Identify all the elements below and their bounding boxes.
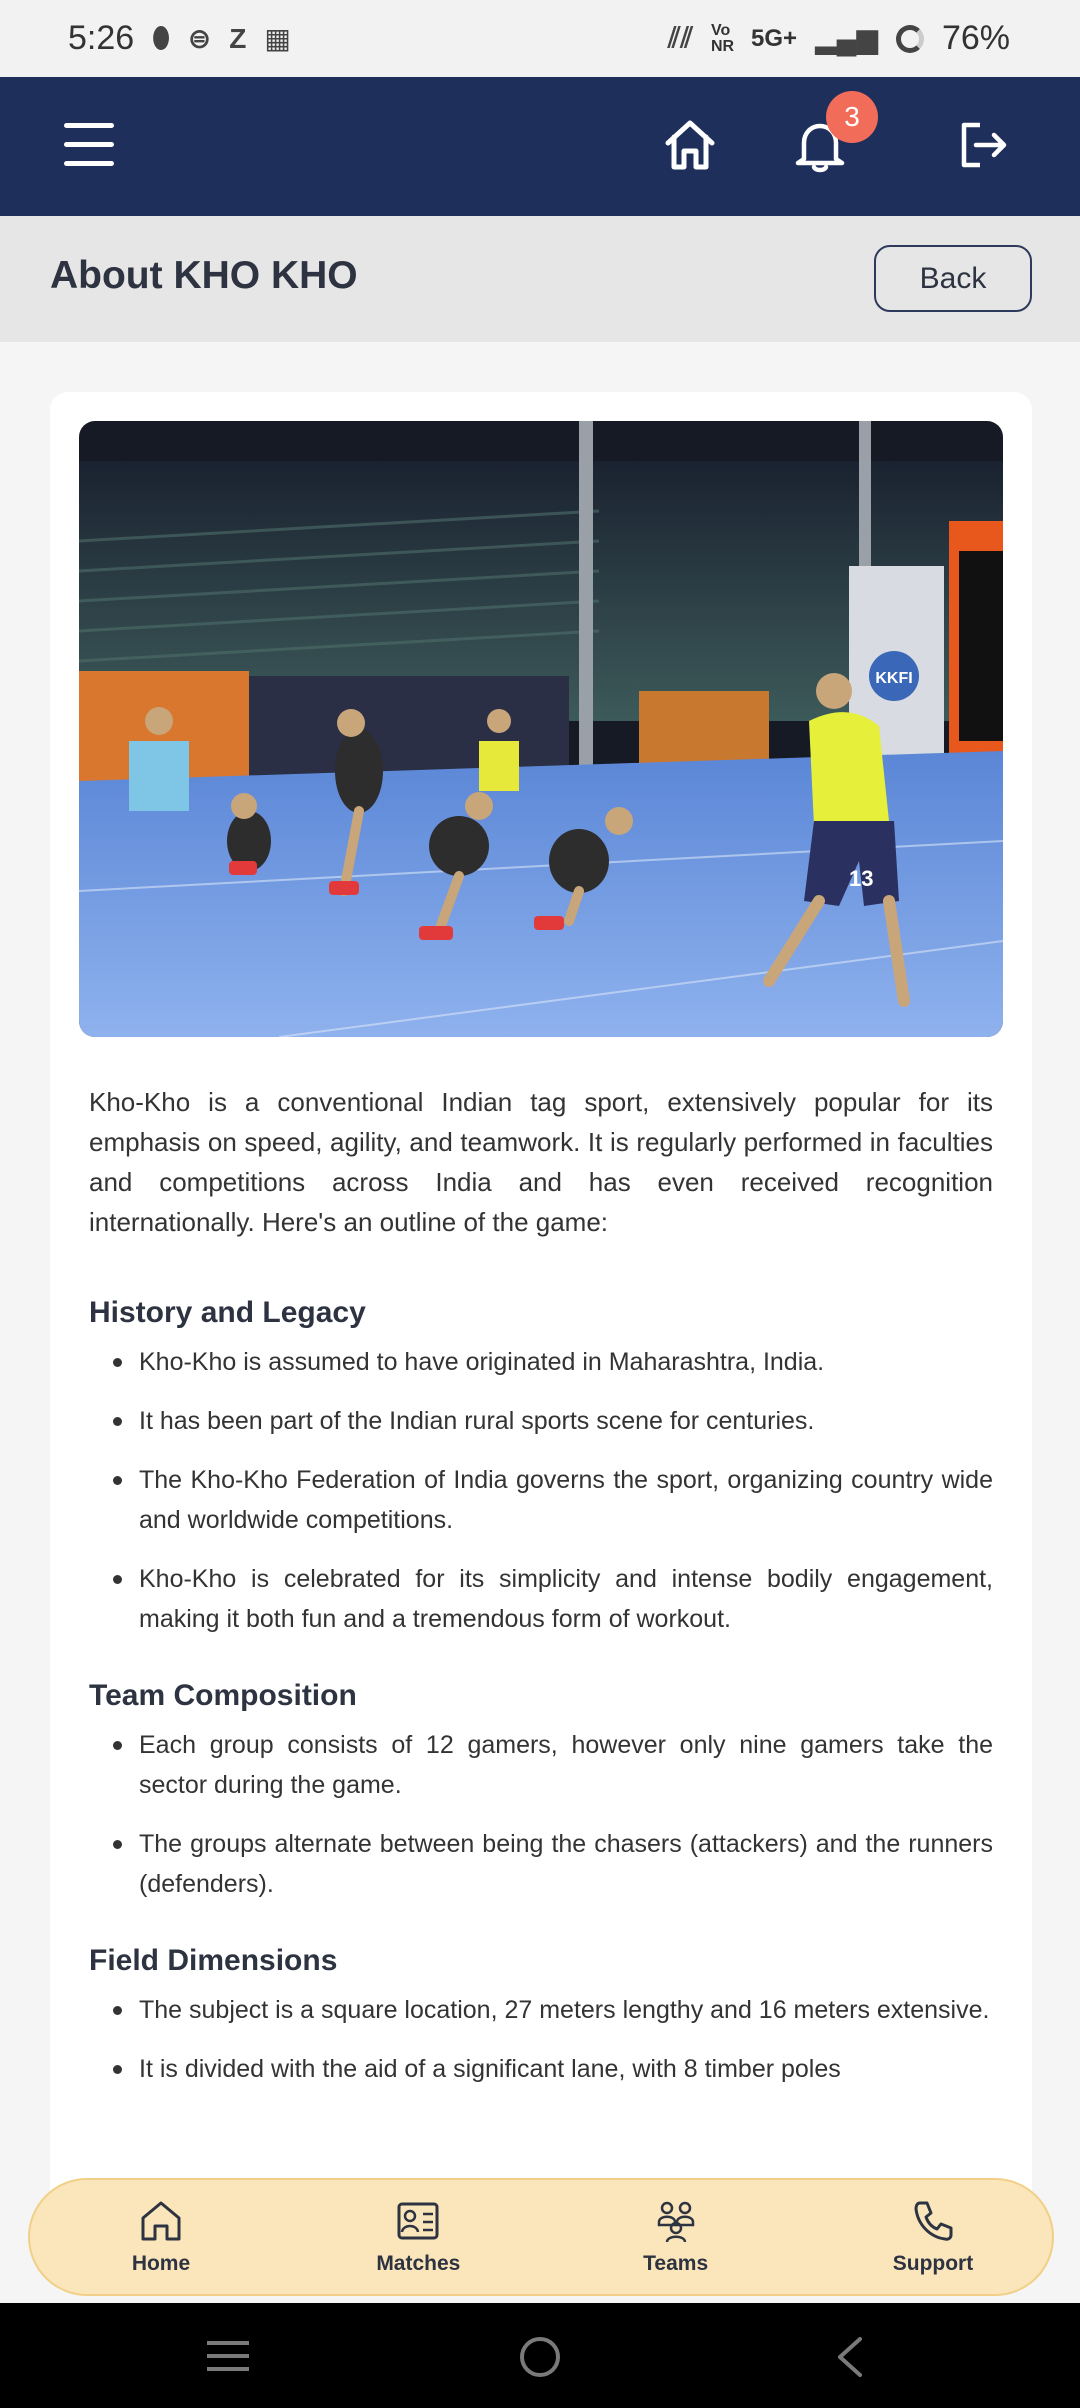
list-item: Kho-Kho is celebrated for its simplicity and intense bodily engagement, making it both fun and a tremendous form of workout.	[89, 1559, 993, 1639]
calendar-icon: ▦	[264, 23, 291, 54]
notification-badge: 3	[826, 91, 878, 143]
nav-matches[interactable]	[343, 2180, 493, 2294]
matches-icon	[395, 2198, 441, 2244]
nav-home[interactable]	[86, 2180, 236, 2294]
battery-icon	[896, 25, 924, 53]
signal-bars-icon: ⫽⫽	[668, 22, 693, 53]
kho-kho-match-image	[79, 421, 1003, 1037]
nav-home-label: Home	[131, 2252, 191, 2275]
page-title: About KHO KHO	[50, 254, 358, 297]
status-time: 5:26	[68, 19, 135, 57]
content-card	[50, 392, 1032, 2292]
section-heading-team: Team Composition	[89, 1679, 357, 1712]
menu-icon[interactable]	[64, 123, 114, 167]
intro-paragraph: Kho-Kho is a conventional Indian tag sport, extensively popular for its emphasis on speed, agility, and teamwork. It is regularly performed in faculties and competitions across India and has even received recognition internationally. Here's an outline of the game:	[89, 1087, 993, 1237]
teams-icon	[653, 2198, 699, 2244]
list-item: The Kho-Kho Federation of India governs the sport, organizing country wide and worldwide competitions.	[89, 1460, 993, 1540]
cell-signal-icon: ▂▄▆	[815, 23, 878, 54]
bottom-nav	[28, 2178, 1054, 2296]
team-list	[89, 1725, 993, 1904]
list-item: Each group consists of 12 gamers, however only nine gamers take the sector during the game.	[89, 1725, 993, 1805]
home-icon	[138, 2198, 184, 2244]
nav-matches-label: Matches	[376, 2252, 461, 2275]
list-item: The subject is a square location, 27 meters lengthy and 16 meters extensive.	[89, 1990, 993, 2030]
back-chevron-icon[interactable]	[834, 2335, 864, 2379]
nav-teams[interactable]	[601, 2180, 751, 2294]
location-icon: ⬮	[152, 22, 170, 53]
kkfi-banner: KKFI	[875, 670, 913, 687]
logout-icon[interactable]	[954, 115, 1014, 175]
nav-support-label: Support	[892, 2252, 974, 2275]
list-item: The groups alternate between being the chasers (attackers) and the runners (defenders).	[89, 1824, 993, 1904]
page-header	[0, 216, 1080, 342]
jersey-number: 13	[849, 866, 874, 891]
network-type: 5G+	[751, 24, 798, 52]
z-app-icon: Z	[229, 22, 247, 54]
history-list	[89, 1342, 993, 1639]
recent-apps-icon[interactable]	[205, 2339, 251, 2373]
field-list	[89, 1990, 993, 2089]
section-heading-field: Field Dimensions	[89, 1944, 338, 1977]
nav-support[interactable]	[858, 2180, 1008, 2294]
home-circle-icon[interactable]	[518, 2335, 562, 2379]
status-bar	[0, 0, 1080, 77]
nav-teams-label: Teams	[643, 2252, 709, 2275]
home-icon[interactable]	[660, 115, 720, 175]
list-item: It is divided with the aid of a significant lane, with 8 timber poles	[89, 2049, 993, 2089]
list-item: Kho-Kho is assumed to have originated in Maharashtra, India.	[89, 1342, 993, 1382]
system-nav-bar	[0, 2303, 1080, 2408]
app-icon: ⊜	[187, 23, 212, 54]
list-item: It has been part of the Indian rural sports scene for centuries.	[89, 1401, 993, 1441]
battery-level: 76%	[941, 19, 1010, 57]
phone-icon	[910, 2198, 956, 2244]
app-bar	[0, 77, 1080, 216]
vonr-badge: Vo NR	[711, 21, 735, 55]
section-heading-history: History and Legacy	[89, 1296, 366, 1329]
article-content	[89, 1082, 993, 2129]
back-button[interactable]: Back	[874, 245, 1032, 312]
